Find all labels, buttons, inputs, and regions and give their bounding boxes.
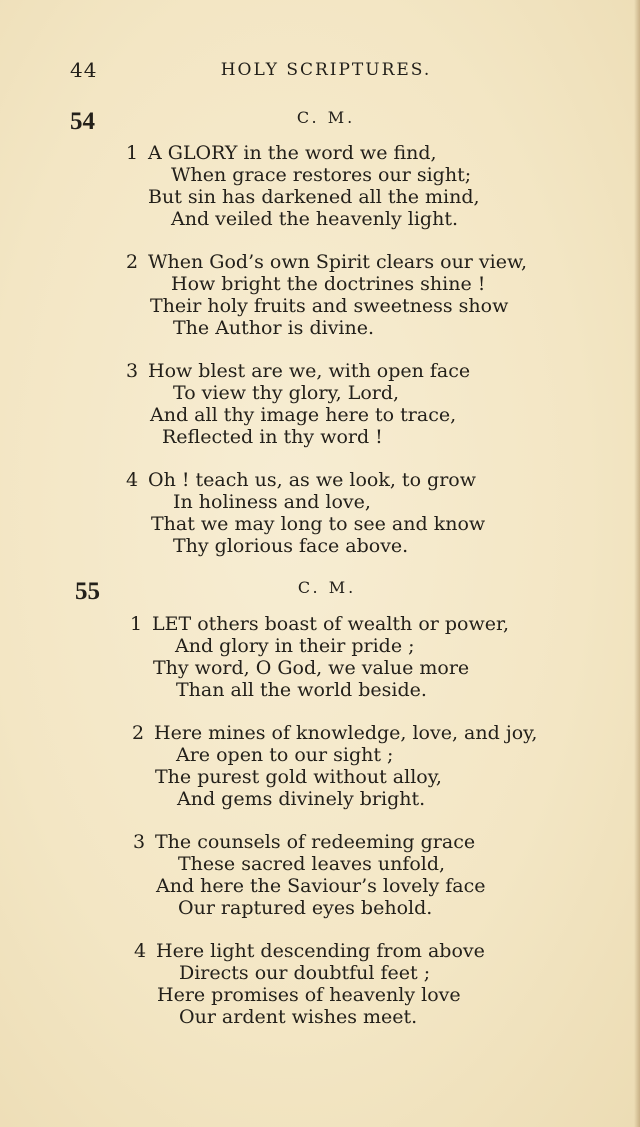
verse-number: 4 (134, 940, 147, 962)
verse-line: The purest gold without alloy, (155, 766, 442, 788)
verse-line: 2 Here mines of knowledge, love, and joy, (132, 722, 538, 744)
verse-number: 3 (126, 360, 139, 382)
page-number: 44 (70, 58, 98, 82)
verse-line: 4 Oh ! teach us, as we look, to grow (126, 469, 476, 491)
running-head: HOLY SCRIPTURES. (220, 60, 432, 80)
verse-line: But sin has darkened all the mind, (148, 186, 480, 208)
verse-number: 3 (133, 831, 146, 853)
verse-number: 2 (126, 251, 139, 273)
verse-line: Thy glorious face above. (173, 535, 409, 557)
hymn-number: 54 (70, 108, 95, 135)
page-edge-shadow (634, 0, 640, 1127)
verse-line: 3 How blest are we, with open face (126, 360, 471, 382)
verse-line: Directs our doubtful feet ; (179, 962, 431, 984)
verse-line: And veiled the heavenly light. (171, 208, 458, 230)
verse-line: How bright the doctrines shine ! (171, 273, 486, 295)
verse-line: 3 The counsels of redeeming grace (133, 831, 476, 853)
verse-line: 2 When God’s own Spirit clears our view, (126, 251, 528, 273)
verse-line: And gems divinely bright. (177, 788, 426, 810)
verse-number: 1 (130, 613, 143, 635)
verse-line: Are open to our sight ; (176, 744, 394, 766)
verse-line: That we may long to see and know (151, 513, 486, 535)
verse-line: Here promises of heavenly love (157, 984, 461, 1006)
verse-number: 2 (132, 722, 145, 744)
verse-line: Our raptured eyes behold. (178, 897, 433, 919)
verse-line: Thy word, O God, we value more (153, 657, 470, 679)
hymn-meter: C. M. (297, 578, 357, 597)
hymn-number: 55 (75, 578, 100, 605)
verse-line: Reflected in thy word ! (162, 426, 383, 448)
verse-line: These sacred leaves unfold, (178, 853, 446, 875)
verse-number: 4 (126, 469, 139, 491)
hymn-meter: C. M. (296, 108, 356, 127)
verse-number: 1 (126, 142, 139, 164)
verse-line: In holiness and love, (173, 491, 371, 513)
verse-line: The Author is divine. (173, 317, 375, 339)
verse-line: And here the Saviour’s lovely face (156, 875, 486, 897)
verse-line: 4 Here light descending from above (134, 940, 485, 962)
verse-line: Than all the world beside. (176, 679, 427, 701)
verse-line: And glory in their pride ; (175, 635, 415, 657)
verse-line: And all thy image here to trace, (150, 404, 457, 426)
verse-line: Our ardent wishes meet. (179, 1006, 418, 1028)
verse-line: 1 A GLORY in the word we find, (126, 142, 437, 164)
verse-line: When grace restores our sight; (171, 164, 472, 186)
verse-line: Their holy fruits and sweetness show (150, 295, 509, 317)
verse-line: To view thy glory, Lord, (173, 382, 400, 404)
verse-line: 1 LET others boast of wealth or power, (130, 613, 510, 635)
